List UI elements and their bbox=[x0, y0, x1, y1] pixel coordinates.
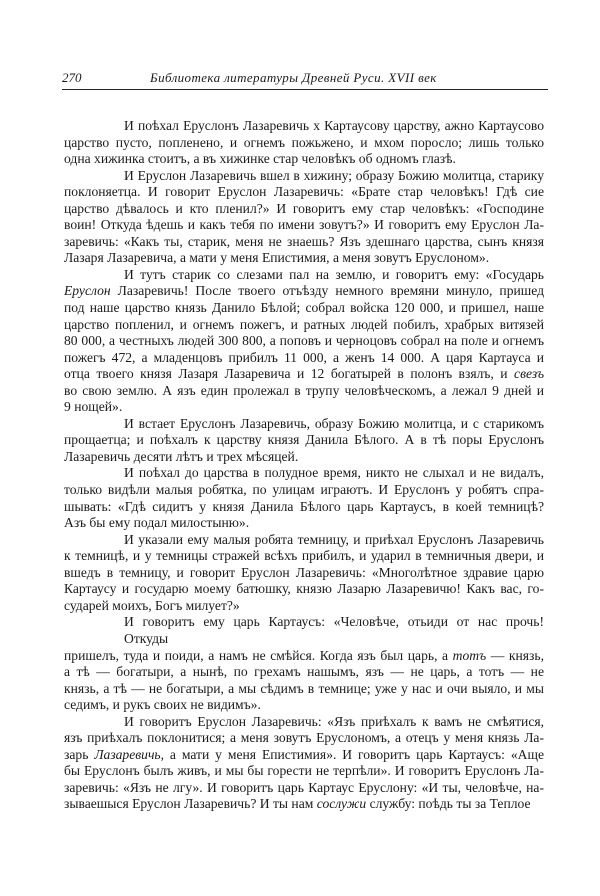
paragraph bbox=[64, 714, 544, 813]
paragraph bbox=[64, 118, 544, 168]
text-segment: отца твоего князя Лазаря Лазаревича и 12 богатырей в полонъ взялъ, и bbox=[64, 366, 515, 382]
paragraph bbox=[64, 614, 544, 713]
text-line bbox=[64, 432, 544, 449]
paragraph bbox=[64, 416, 544, 466]
text-segment: бы Еруслонъ былъ живъ, и мы бы горести не терпѣли». И говоритъ Еруслонъ Ла- bbox=[64, 763, 544, 779]
text-line bbox=[64, 250, 544, 267]
text-segment: заревичь: «Какъ ты, старик, меня не знаешь? Язъ здешнаго царства, сынъ князя bbox=[64, 233, 544, 249]
paragraph bbox=[64, 168, 544, 267]
text-line bbox=[64, 234, 544, 251]
text-line bbox=[64, 664, 544, 681]
text-line bbox=[64, 465, 544, 482]
text-line bbox=[64, 317, 544, 334]
text-segment: к темницѣ, и у темницы стражей всѣхъ прибилъ, и ударил в темничныя двери, и bbox=[64, 548, 544, 564]
text-segment: язъ приѣхалъ поклонитися; а меня зовутъ Еруслономъ, а отецъ у меня князь Ла- bbox=[64, 730, 544, 746]
text-segment: службу: поѣдь ты за Теплое bbox=[366, 796, 531, 812]
text-segment: шывать: «Гдѣ сидитъ у князя Данила Бѣлого царь Картаусъ, в коей темницѣ? bbox=[64, 498, 544, 514]
text-line bbox=[64, 581, 544, 598]
text-line bbox=[64, 681, 544, 698]
text-line bbox=[64, 548, 544, 565]
running-title: Библиотека литературы Древней Руси. XVII век bbox=[150, 70, 437, 85]
text-line bbox=[64, 482, 544, 499]
text-line bbox=[64, 565, 544, 582]
text-segment: князь, а тѣ — не богатыри, а мы сѣдимъ в темнице; уже у нас и очи выяло, и мы bbox=[64, 680, 544, 696]
text-line bbox=[64, 217, 544, 234]
text-line bbox=[64, 383, 544, 400]
text-segment: воин! Откуда ѣдешь и какъ тебя по имени зовутъ?» И говоритъ ему Еруслон Ла- bbox=[64, 217, 544, 233]
italic-text: сослужи bbox=[316, 796, 367, 812]
text-line bbox=[64, 730, 544, 747]
text-segment: во свою землю. А язъ един пролежал в трупу человѣческомъ, а лежал 9 дней и bbox=[64, 382, 544, 398]
text-line bbox=[64, 532, 544, 549]
text-segment: сударей моихъ, Богъ милует?» bbox=[64, 597, 240, 613]
page-number: 270 bbox=[62, 70, 82, 85]
text-line bbox=[64, 598, 544, 615]
text-segment: И говоритъ ему царь Картаусъ: «Человѣче, отьиди от нас прочь! Откуды bbox=[124, 614, 544, 646]
text-line bbox=[64, 614, 544, 647]
text-segment: поклоняетца. И говорит Еруслон Лазаревичь: «Брате стар человѣкъ! Гдѣ сие bbox=[64, 184, 544, 200]
text-segment: под наше царство князь Данило Бѣлой; собрал войска 120 000, и пришел, наше bbox=[64, 300, 544, 316]
italic-text: Лазаревичь bbox=[94, 746, 161, 762]
text-line bbox=[64, 697, 544, 714]
text-line bbox=[64, 399, 544, 416]
italic-text: Еруслон bbox=[64, 283, 111, 299]
text-line bbox=[64, 747, 544, 764]
text-segment: — князь, bbox=[486, 647, 544, 663]
text-segment: прощаетца; и поѣхалъ к царству князя Данила Бѣлого. А в тѣ поры Еруслонъ bbox=[64, 432, 544, 448]
text-segment: пришелъ, туда и поиди, а намъ не смѣйся. Когда язъ был царь, а bbox=[64, 647, 453, 663]
text-segment: одна хижинка стоитъ, а въ хижинке стар человѣкъ об одномъ глазѣ. bbox=[64, 151, 456, 167]
text-line bbox=[64, 763, 544, 780]
text-line bbox=[64, 333, 544, 350]
text-line bbox=[64, 416, 544, 433]
text-segment: а тѣ — богатыри, а нынѣ, по грехамъ нашымъ, язъ — не царь, а тотъ — не bbox=[64, 664, 544, 680]
text-segment: зываешыся Еруслон Лазаревичь? И ты нам bbox=[64, 796, 317, 812]
text-segment: только видѣли малыя робятка, по улицам играютъ. И Еруслонъ у робятъ спра- bbox=[64, 482, 544, 498]
text-segment: Лазаря Лазаревича, а мати у меня Епистимия, а меня зовутъ Еруслоном». bbox=[64, 250, 490, 266]
text-segment: 9 нощей». bbox=[64, 399, 123, 415]
text-line bbox=[64, 283, 544, 300]
text-line bbox=[64, 300, 544, 317]
text-segment: И говоритъ Еруслон Лазаревичь: «Язъ приѣхалъ к вамъ не смѣятися, bbox=[124, 713, 544, 729]
text-line bbox=[64, 118, 544, 135]
header-rule bbox=[62, 89, 548, 90]
text-segment: заревичь: «Язъ не лгу». И говоритъ царь Картаус Еруслону: «И ты, человѣче, на- bbox=[64, 779, 544, 795]
text-line bbox=[64, 366, 544, 383]
text-segment: Лазаревичь десяти лѣтъ и трех мѣсяцей. bbox=[64, 448, 299, 464]
text-line bbox=[64, 515, 544, 532]
text-segment: царство попленил, и огнемъ пожегъ, и ратных людей побилъ, храбрых витязей bbox=[64, 316, 544, 332]
text-line bbox=[64, 350, 544, 367]
text-line bbox=[64, 780, 544, 797]
paragraph bbox=[64, 267, 544, 416]
text-segment: , а мати у меня Епистимия». И говоритъ царь Картаусъ: «Аще bbox=[160, 746, 544, 762]
text-segment: пожегъ 472, а младенцовъ прибилъ 11 000, а женъ 14 000. А царя Картауса и bbox=[64, 349, 544, 365]
text-line bbox=[64, 135, 544, 152]
text-segment: И встает Еруслонъ Лазаревичь, образу Божию молитца, и с старикомъ bbox=[124, 415, 544, 431]
text-segment: Азъ бы ему подал милостыню». bbox=[64, 515, 250, 531]
text-segment: И тутъ старик со слезами пал на землю, и говоритъ ему: «Государь bbox=[124, 266, 544, 282]
paragraph bbox=[64, 532, 544, 615]
text-segment: вшедъ в темницу, и говорит Еруслон Лазаревичь: «Многолѣтное здравие царю bbox=[64, 564, 544, 580]
page-body-text bbox=[64, 118, 544, 813]
text-line bbox=[64, 184, 544, 201]
text-line bbox=[64, 151, 544, 168]
text-segment: зарь bbox=[64, 746, 95, 762]
text-line bbox=[64, 499, 544, 516]
italic-text: тотъ bbox=[452, 647, 487, 663]
text-segment: Картаусу и государю моему батюшку, князю Лазарю Лазаревичю! Какъ вас, го- bbox=[64, 581, 544, 597]
text-segment: Лазаревичь! После твоего отъѣзду немного времяни минуло, пришед bbox=[110, 283, 544, 299]
text-line bbox=[64, 168, 544, 185]
text-segment: царство дѣвалось и кто пленил?» И говоритъ ему стар человѣкъ: «Господине bbox=[64, 200, 544, 216]
text-line bbox=[64, 449, 544, 466]
text-line bbox=[64, 267, 544, 284]
text-line bbox=[64, 714, 544, 731]
text-line bbox=[64, 796, 544, 813]
text-segment: седимъ, и рукъ своих не видимъ». bbox=[64, 697, 261, 713]
text-line bbox=[64, 648, 544, 665]
text-segment: И Еруслон Лазаревичь вшел в хижину; образу Божию молитца, старику bbox=[124, 167, 544, 183]
text-segment: И поѣхал до царства в полудное время, никто не слыхал и не видалъ, bbox=[124, 465, 544, 481]
text-segment: 80 000, а честныхъ людей 300 800, а поповъ и черноцовъ собрал на поле и огнемъ bbox=[64, 333, 544, 349]
running-header bbox=[62, 68, 548, 88]
text-segment: И указали ему малыя робята темницу, и приѣхал Еруслонъ Лазаревичь bbox=[124, 531, 544, 547]
italic-text: свезъ bbox=[514, 366, 544, 382]
text-segment: И поѣхал Еруслонъ Лазаревичь х Картаусову царству, ажно Картаусово bbox=[124, 118, 544, 133]
text-segment: царство пусто, попленено, и огнемъ пожьжено, и мхом поросло; лишь только bbox=[64, 134, 544, 150]
paragraph bbox=[64, 465, 544, 531]
text-line bbox=[64, 201, 544, 218]
